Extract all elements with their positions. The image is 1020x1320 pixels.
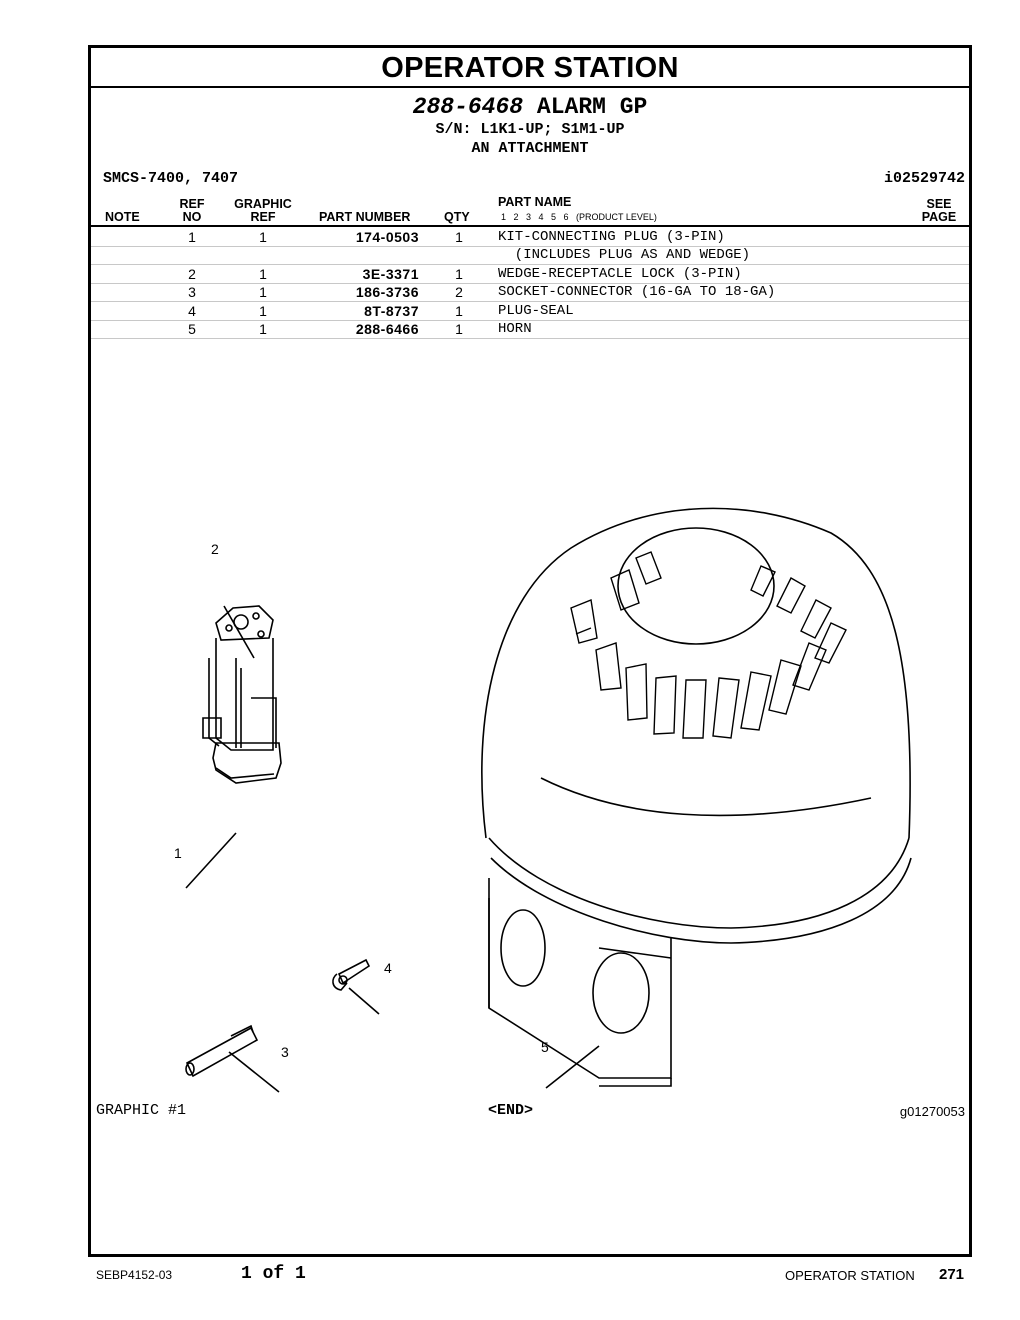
table-row [91,320,969,339]
col-see-page: SEE PAGE [921,197,957,224]
page-of: 1 of 1 [241,1264,306,1284]
ref-no-cell: 1 [188,229,196,245]
publication-number: SEBP4152-03 [96,1268,173,1282]
callout-line-2 [224,606,254,658]
table-row [91,265,969,284]
qty-cell: 2 [455,284,463,301]
table-row [91,246,969,265]
col-product-level: 1 2 3 4 5 6 (PRODUCT LEVEL) [501,212,657,222]
connector-plug-drawing [203,606,281,783]
col-part-name: PART NAME [498,195,572,209]
ref-no-cell: 2 [188,265,196,282]
graphic-label: GRAPHIC #1 [96,1102,187,1119]
callout-line-3 [229,1052,279,1092]
part-name-cell: WEDGE-RECEPTACLE LOCK (3-PIN) [498,265,742,282]
qty-cell: 1 [455,302,463,319]
part-name-cell: PLUG-SEAL [498,302,574,319]
serial-numbers: S/N: L1K1-UP; S1M1-UP [435,121,625,138]
callout-line-5 [546,1046,599,1088]
col-note: NOTE [105,210,140,224]
col-qty: QTY [444,210,470,224]
graphic-ref-cell: 1 [259,302,267,319]
header-rule [91,225,969,227]
ref-no-cell: 3 [188,284,196,301]
callout-4: 4 [384,960,392,976]
part-name-cell: SOCKET-CONNECTOR (16-GA TO 18-GA) [498,284,776,301]
page-frame [88,45,972,1257]
callout-line-4 [349,988,379,1014]
group-part-number: 288-6468 [412,94,524,120]
part-number-cell: 3E-3371 [362,265,419,282]
socket-connector-drawing [186,1026,257,1076]
col-graphic-ref: GRAPHIC REF [234,197,292,224]
parts-illustration [91,338,969,1118]
col-ref-no: REF NO [179,197,205,224]
part-number-cell: 174-0503 [355,229,419,245]
callout-line-1 [186,833,236,888]
graphic-ref-cell: 1 [259,284,267,301]
callout-3: 3 [281,1044,289,1060]
callout-2: 2 [211,541,219,557]
graphic-ref-cell: 1 [259,265,267,282]
plug-seal-drawing [333,960,369,990]
part-name-cell: (INCLUDES PLUG AS AND WEDGE) [498,247,751,264]
ref-no-cell: 4 [188,302,196,319]
footer-section: OPERATOR STATION [785,1268,915,1283]
qty-cell: 1 [455,229,463,245]
smcs-code: SMCS-7400, 7407 [103,170,239,187]
table-row [91,228,969,247]
table-row [91,283,969,302]
horn-drawing [482,508,911,1086]
graphic-ref-cell: 1 [259,321,267,337]
group-name: ALARM GP [536,94,648,120]
section-title: OPERATOR STATION [91,48,969,88]
part-number-cell: 186-3736 [355,284,419,301]
part-number-cell: 8T-8737 [364,302,419,319]
qty-cell: 1 [455,321,463,337]
page-number: 271 [939,1266,965,1283]
callout-1: 1 [174,845,182,861]
document-id: i02529742 [883,170,965,187]
attachment-label: AN ATTACHMENT [471,140,589,157]
part-name-cell: KIT-CONNECTING PLUG (3-PIN) [498,229,725,245]
group-heading [91,94,969,158]
end-label: <END> [488,1102,534,1119]
qty-cell: 1 [455,265,463,282]
col-part-number: PART NUMBER [319,210,411,224]
ref-no-cell: 5 [188,321,196,337]
graphic-ref-cell: 1 [259,229,267,245]
callout-5: 5 [541,1039,549,1055]
part-number-cell: 288-6466 [355,321,419,337]
part-name-cell: HORN [498,321,532,337]
graphic-id: g01270053 [899,1104,965,1119]
table-row [91,302,969,321]
